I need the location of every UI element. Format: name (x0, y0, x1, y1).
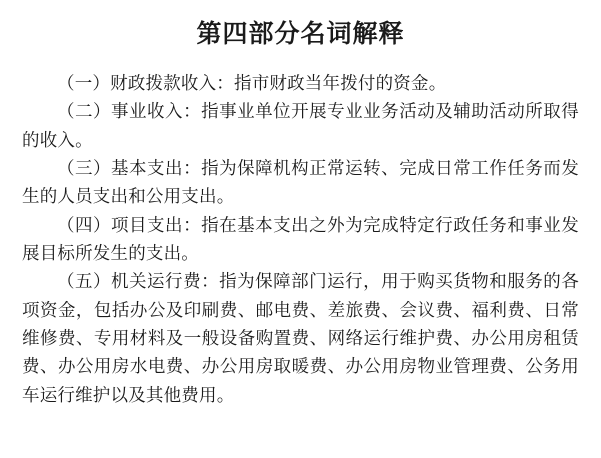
document-title: 第四部分名词解释 (196, 19, 405, 48)
paragraph-item: （五）机关运行费：指为保障部门运行，用于购买货物和服务的各项资金，包括办公及印刷费、邮电费、差旅费、会议费、福利费、日常维修费、专用材料及一般设备购置费、网络运行维护费、办公用房租赁费、办公用房水电费、办公用房取暖费、办公用房物业管理费、公务用车运行维护以及其他费用。 (22, 272, 579, 406)
paragraph-item: （一）财政拨款收入：指市财政当年拨付的资金。 (57, 74, 447, 94)
document-page (0, 14, 601, 458)
paragraph-item: （四）项目支出：指在基本支出之外为完成特定行政任务和事业发展目标所发生的支出。 (22, 215, 579, 265)
paragraph-item: （三）基本支出：指为保障机构正常运转、完成日常工作任务而发生的人员支出和公用支出。 (22, 159, 579, 208)
paragraph-item: （二）事业收入：指事业单位开展专业业务活动及辅助活动所取得的收入。 (22, 102, 579, 151)
document-body (22, 70, 579, 410)
